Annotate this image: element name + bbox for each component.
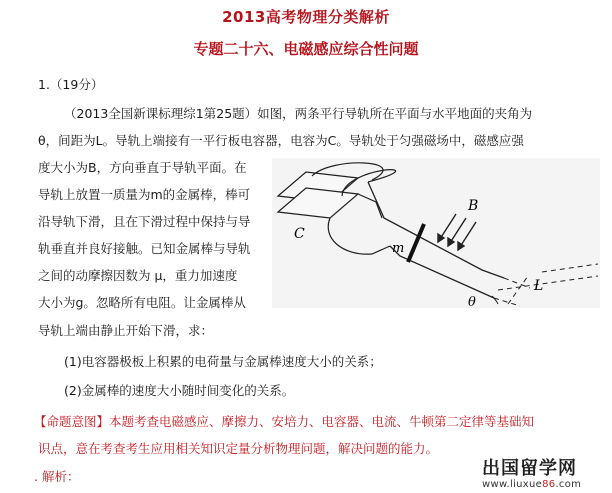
problem-line-1: （2013全国新课标理综1第25题）如图，两条平行导轨所在平面与水平地面的夹角为 (64, 106, 533, 121)
problem-line-2: θ，间距为L。导轨上端接有一平行板电容器，电容为C。导轨处于匀强磁场中，磁感应强 (38, 133, 524, 148)
document-title: 2013高考物理分类解析 (222, 8, 390, 26)
question-number: 1.（19分） (38, 77, 104, 92)
site-watermark (478, 454, 612, 493)
label-angle: θ (468, 295, 476, 308)
url-prefix: www.liuxue (482, 479, 543, 490)
physics-diagram (272, 158, 600, 308)
problem-line-3: 度大小为B，方向垂直于导轨平面。在 (38, 160, 247, 175)
problem-line-5: 沿导轨下滑，且在下滑过程中保持与导 (38, 214, 251, 229)
problem-line-6: 轨垂直并良好接触。已知金属棒与导轨 (38, 241, 251, 256)
problem-line-7: 之间的动摩擦因数为 μ，重力加速度 (38, 268, 238, 283)
intent-line-2: 识点，意在考查考生应用相关知识定量分析物理问题，解决问题的能力。 (38, 441, 439, 456)
sub-question-2: (2)金属棒的速度大小随时间变化的关系。 (64, 383, 295, 398)
sub-question-1: (1)电容器极板上积累的电荷量与金属棒速度大小的关系； (64, 354, 382, 369)
url-suffix: .com (555, 479, 582, 490)
label-mass: m (392, 241, 405, 256)
problem-line-4: 导轨上放置一质量为m的金属棒，棒可 (38, 187, 251, 202)
problem-line-8: 大小为g。忽略所有电阻。让金属棒从 (38, 295, 246, 310)
label-capacitor: C (294, 226, 305, 242)
watermark-url (482, 479, 581, 490)
problem-line-9: 导轨上端由静止开始下滑，求： (38, 323, 214, 338)
url-highlight: 86 (542, 479, 556, 490)
label-field: B (468, 198, 479, 214)
label-spacing: L (534, 278, 544, 294)
analysis-label: . 解析： (34, 469, 80, 484)
document-subtitle: 专题二十六、电磁感应综合性问题 (193, 40, 419, 58)
intent-line-1: 【命题意图】本题考查电磁感应、摩擦力、安培力、电容器、电流、牛顿第二定律等基础知 (34, 414, 535, 429)
watermark-name: 出国留学网 (482, 458, 577, 479)
